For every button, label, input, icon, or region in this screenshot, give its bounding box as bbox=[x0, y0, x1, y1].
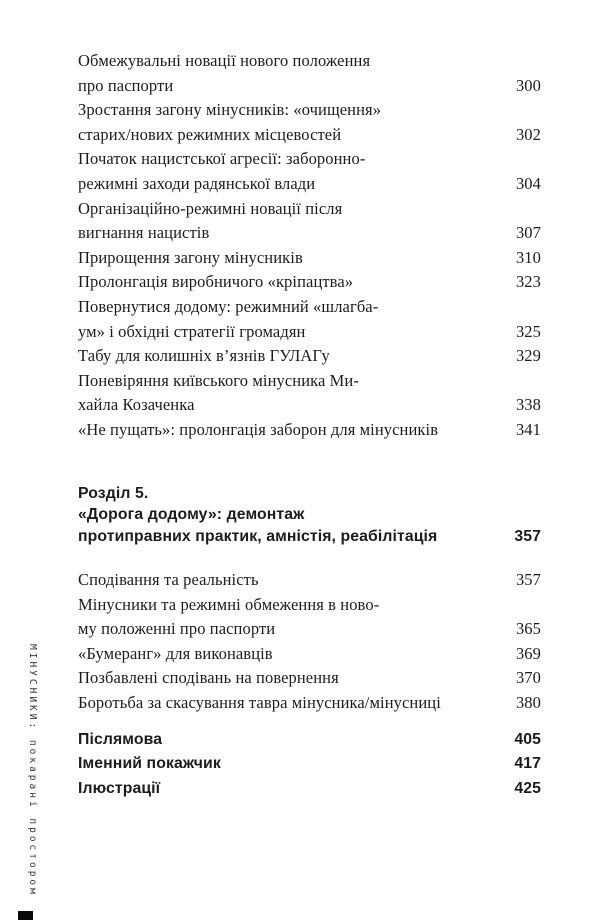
toc-entry bbox=[78, 666, 541, 691]
toc-entry-lastline bbox=[78, 568, 541, 593]
toc-entry-text: Сподівання та реальність bbox=[78, 570, 259, 589]
toc-entry-text: «Не пущать»: пролонгація заборон для мінусників bbox=[78, 419, 439, 439]
toc-entry-page: 425 bbox=[514, 779, 541, 797]
toc-entry-text: старих/нових режимних місцевостей bbox=[78, 124, 342, 144]
toc-group-ch5-entries bbox=[78, 568, 541, 716]
toc-entry-line: «Дорога додому»: демонтаж bbox=[78, 506, 305, 523]
toc-entry-page: 341 bbox=[515, 419, 541, 439]
toc-entry bbox=[78, 568, 541, 593]
toc-entry-line: Зростання загону мінусників: «очищення» bbox=[78, 100, 382, 120]
toc-entry-line: Повернутися додому: режимний «шлагба- bbox=[78, 296, 379, 316]
toc-entry bbox=[78, 752, 541, 777]
toc-entry-lastline bbox=[78, 666, 541, 691]
toc-entry-text: Пролонгація виробничого «кріпацтва» bbox=[78, 272, 354, 292]
toc-entry bbox=[78, 593, 541, 642]
toc-entry-page: 302 bbox=[515, 124, 541, 144]
toc-entry-text: вигнання нацистів bbox=[78, 223, 210, 243]
toc-entry bbox=[78, 147, 541, 196]
toc-entry bbox=[78, 483, 541, 548]
toc-entry-text: режимні заходи радянської влади bbox=[78, 173, 316, 193]
toc-entry-text: «Бумеранг» для виконавців bbox=[78, 643, 273, 663]
toc-entry-lastline bbox=[78, 617, 541, 642]
toc-entry bbox=[78, 691, 541, 716]
toc-entry-page: 310 bbox=[515, 247, 541, 267]
toc-group-back-matter bbox=[78, 728, 541, 802]
toc-entry-lastline bbox=[78, 777, 541, 802]
toc-entry-text: Ілюстрації bbox=[78, 779, 161, 797]
toc-entry-text: Прирощення загону мінусників bbox=[78, 247, 303, 267]
toc bbox=[78, 49, 541, 801]
toc-entry-page: 369 bbox=[515, 643, 541, 663]
toc-entry-lastline bbox=[78, 526, 541, 548]
toc-entry-page: 307 bbox=[515, 223, 541, 243]
toc-entry-page: 304 bbox=[515, 173, 541, 193]
toc-entry-lastline bbox=[78, 320, 541, 345]
toc-entry-line: Поневіряння київського мінусника Ми- bbox=[78, 370, 359, 390]
toc-entry bbox=[78, 777, 541, 802]
toc-entry-line: Початок нацистської агресії: заборонно- bbox=[78, 149, 366, 169]
toc-entry-lastline bbox=[78, 642, 541, 667]
toc-entry bbox=[78, 270, 541, 295]
toc-entry-text: му положенні про паспорти bbox=[78, 619, 276, 639]
toc-entry-page: 300 bbox=[515, 75, 541, 95]
toc-entry-text: протиправних практик, амністія, реабілітація bbox=[78, 527, 438, 545]
toc-entry-line: Організаційно-режимні новації після bbox=[78, 198, 343, 218]
print-mark bbox=[18, 911, 33, 920]
toc-entry-lastline bbox=[78, 752, 541, 777]
toc-entry-text: про паспорти bbox=[78, 75, 174, 95]
toc-entry bbox=[78, 344, 541, 369]
toc-group-ch5-heading bbox=[78, 483, 541, 548]
toc-entry-lastline bbox=[78, 270, 541, 295]
toc-entry-page: 370 bbox=[515, 668, 541, 688]
toc-entry-lastline bbox=[78, 246, 541, 271]
toc-entry-lastline bbox=[78, 418, 541, 443]
toc-entry-page: 380 bbox=[515, 692, 541, 712]
toc-entry-page: 338 bbox=[515, 395, 541, 415]
toc-entry-text: хайла Козаченка bbox=[78, 395, 195, 415]
toc-entry bbox=[78, 98, 541, 147]
toc-entry-line: Розділ 5. bbox=[78, 484, 149, 502]
toc-entry-page: 365 bbox=[515, 619, 541, 639]
toc-entry-page: 417 bbox=[514, 755, 541, 773]
toc-entry-text: ум» і обхідні стратегії громадян bbox=[78, 321, 306, 341]
toc-entry-page: 357 bbox=[514, 527, 541, 545]
toc-entry-lastline bbox=[78, 691, 541, 716]
toc-entry-line: Мінусники та режимні обмеження в ново- bbox=[78, 594, 380, 614]
toc-entry-page: 323 bbox=[515, 272, 541, 292]
toc-entry bbox=[78, 418, 541, 443]
toc-entry-lastline bbox=[78, 344, 541, 369]
toc-entry-text: Позбавлені сподівань на повернення bbox=[78, 668, 339, 688]
toc-entry bbox=[78, 49, 541, 98]
toc-entry bbox=[78, 197, 541, 246]
toc-entry-lastline bbox=[78, 123, 541, 148]
toc-entry bbox=[78, 246, 541, 271]
toc-entry-page: 325 bbox=[515, 321, 541, 341]
toc-entry bbox=[78, 369, 541, 418]
toc-entry-line: Обмежувальні новації нового положення bbox=[78, 51, 371, 70]
toc-entry bbox=[78, 728, 541, 753]
toc-entry-text: Боротьба за скасування тавра мінусника/мінусниці bbox=[78, 692, 441, 712]
toc-entry-lastline bbox=[78, 221, 541, 246]
toc-entry-text: Іменний покажчик bbox=[78, 755, 221, 773]
toc-entry-text: Післямова bbox=[78, 730, 163, 748]
toc-entry bbox=[78, 642, 541, 667]
toc-entry-lastline bbox=[78, 393, 541, 418]
toc-entry-lastline bbox=[78, 74, 541, 99]
toc-entry-page: 329 bbox=[515, 346, 541, 366]
toc-entry-text: Табу для колишніх в’язнів ГУЛАГу bbox=[78, 346, 330, 366]
spine-text: МІНУСНИКИ: покарані простором bbox=[27, 644, 38, 897]
toc-group-ch4-entries bbox=[78, 49, 541, 443]
toc-entry-page: 357 bbox=[515, 570, 541, 589]
toc-entry bbox=[78, 295, 541, 344]
toc-entry-lastline bbox=[78, 172, 541, 197]
toc-entry-page: 405 bbox=[514, 730, 541, 748]
toc-entry-lastline bbox=[78, 728, 541, 753]
